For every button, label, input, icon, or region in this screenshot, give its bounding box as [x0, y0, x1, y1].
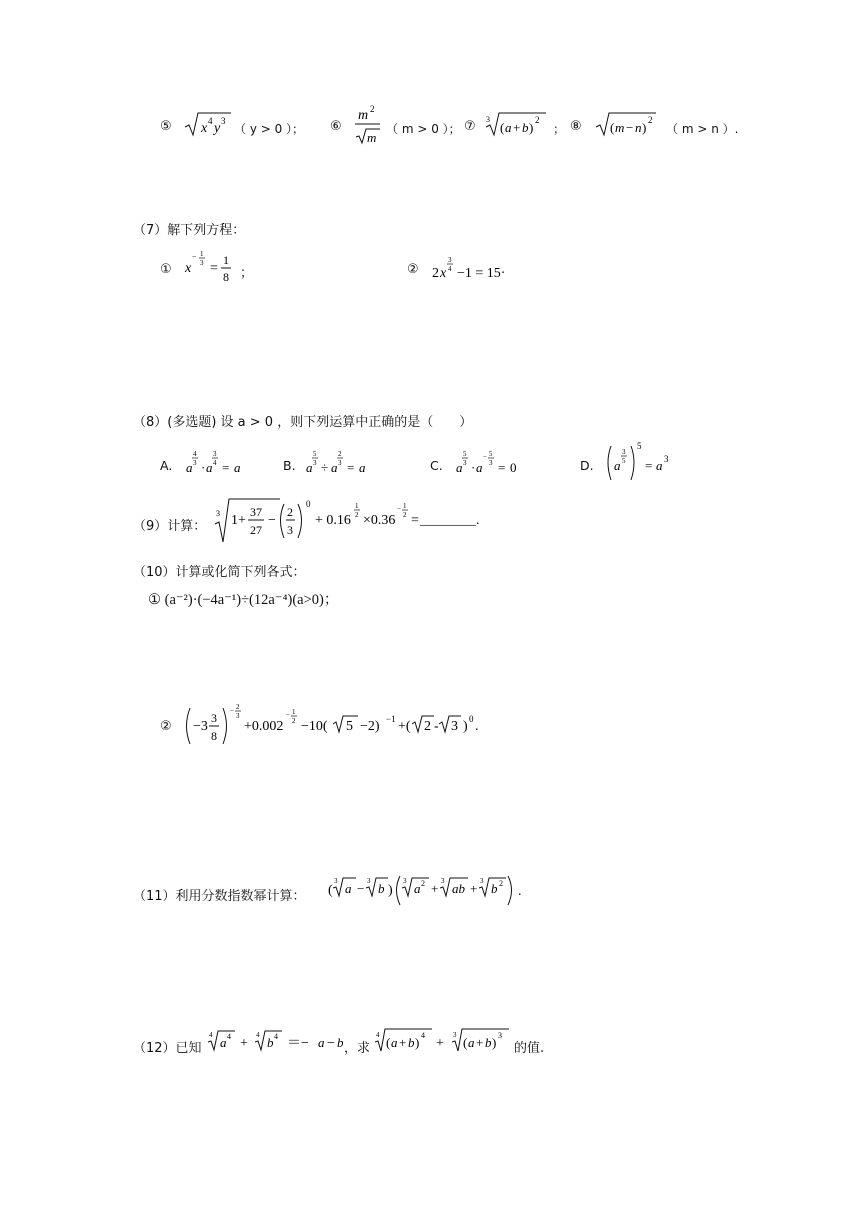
- svg-text:5: 5: [313, 450, 317, 458]
- svg-text:·: ·: [471, 460, 476, 475]
- svg-text:×0.36: ×0.36: [363, 513, 396, 528]
- q8-option-d-formula: [604, 440, 674, 484]
- svg-text:a: a: [318, 1035, 325, 1050]
- q10-title: （10）计算或化简下列各式：: [133, 565, 306, 580]
- q9-expression: [212, 496, 420, 546]
- svg-text:4: 4: [209, 1031, 213, 1039]
- svg-text:b: b: [267, 1035, 274, 1050]
- svg-text:3: 3: [498, 1031, 502, 1040]
- svg-text:−10(: −10(: [301, 719, 328, 734]
- svg-text:4: 4: [227, 1032, 231, 1041]
- svg-text:5: 5: [637, 441, 642, 451]
- svg-text:−3: −3: [193, 719, 208, 734]
- svg-text:5: 5: [346, 719, 353, 734]
- svg-text:−2): −2): [360, 719, 380, 734]
- svg-text:2: 2: [355, 511, 359, 519]
- formula-6: [353, 103, 383, 147]
- svg-text:0: 0: [306, 499, 311, 509]
- svg-text:b: b: [522, 120, 529, 135]
- svg-text:a: a: [656, 458, 663, 473]
- svg-text:3: 3: [622, 448, 626, 456]
- svg-text:(: (: [386, 1035, 391, 1050]
- svg-text:4: 4: [274, 1032, 278, 1041]
- q7-title: （7）解下列方程：: [133, 223, 246, 238]
- svg-text:−: −: [483, 453, 487, 461]
- svg-text:a: a: [345, 881, 352, 896]
- q8-option-a-formula: [184, 448, 254, 478]
- svg-text:3: 3: [448, 256, 452, 264]
- svg-text:1: 1: [403, 502, 407, 510]
- formula-7: [484, 110, 552, 138]
- q8-option-b-formula: [304, 448, 378, 478]
- svg-text:−: −: [230, 707, 234, 715]
- q9-answer-blank[interactable]: ________.: [420, 513, 480, 528]
- svg-text:a: a: [234, 460, 241, 475]
- svg-text:·: ·: [201, 460, 206, 475]
- svg-text:3: 3: [236, 712, 240, 720]
- q10-item-1: ① (a⁻²)·(−4a⁻¹)÷(12a⁻⁴)(a>0)；: [148, 592, 339, 608]
- formula-5: [183, 110, 233, 138]
- svg-text:＝−: ＝−: [287, 1036, 309, 1051]
- q8-option-b-label[interactable]: B.: [283, 458, 296, 473]
- svg-text:3: 3: [211, 711, 217, 725]
- svg-text:−: −: [357, 881, 365, 896]
- q12-tail: 的值.: [514, 1041, 545, 1056]
- q8-title: （8）(多选题) 设 a > 0 ，则下列运算中正确的是（ ）: [133, 415, 473, 430]
- svg-text:+(: +(: [398, 719, 411, 734]
- svg-text:2: 2: [292, 717, 296, 725]
- svg-text:m: m: [367, 130, 377, 145]
- svg-text:(: (: [610, 120, 615, 135]
- q11-expression: [328, 872, 518, 908]
- svg-text:4: 4: [193, 450, 197, 458]
- svg-text:): ): [529, 120, 534, 135]
- svg-text:+: +: [436, 1036, 444, 1051]
- svg-text:3: 3: [221, 116, 226, 126]
- svg-text:−: −: [268, 513, 276, 528]
- svg-text:3: 3: [213, 450, 217, 458]
- q7-equation-2: [430, 252, 512, 286]
- svg-text:8: 8: [223, 270, 229, 284]
- svg-text:27: 27: [250, 523, 262, 537]
- svg-text:5: 5: [622, 457, 626, 465]
- svg-text:3: 3: [480, 877, 484, 885]
- svg-text:+ 0.16: + 0.16: [315, 513, 351, 528]
- svg-text:a: a: [206, 460, 213, 475]
- svg-text:4: 4: [256, 1031, 260, 1039]
- svg-text:3: 3: [403, 877, 407, 885]
- svg-text:): ): [492, 1035, 497, 1050]
- svg-text:a: a: [359, 460, 366, 475]
- q8-option-c-label[interactable]: C.: [430, 458, 443, 473]
- svg-text:2: 2: [370, 104, 375, 114]
- svg-text:b: b: [378, 881, 385, 896]
- svg-text:3: 3: [463, 459, 467, 467]
- svg-text:1: 1: [223, 253, 229, 267]
- q7-equation-1: [183, 248, 239, 288]
- svg-text:n: n: [635, 120, 642, 135]
- svg-text:2: 2: [535, 115, 540, 125]
- svg-text:4: 4: [448, 265, 452, 273]
- item-5-condition: （ y > 0 ）；: [234, 122, 305, 136]
- q8-option-a-label[interactable]: A.: [160, 458, 173, 473]
- q12-condition-expression: [205, 1026, 357, 1056]
- svg-text:a: a: [306, 460, 313, 475]
- svg-text:3: 3: [367, 877, 371, 885]
- q12-mid: ，求: [344, 1041, 371, 1056]
- svg-text:y: y: [214, 121, 221, 136]
- svg-text:=: =: [498, 460, 506, 475]
- svg-text:3: 3: [441, 877, 445, 885]
- svg-text:3: 3: [486, 115, 490, 124]
- item-6-condition: （ m > 0 ）；: [386, 122, 461, 136]
- svg-text:−1: −1: [386, 714, 396, 724]
- svg-text:+: +: [431, 881, 439, 896]
- svg-text:=: =: [645, 458, 653, 473]
- svg-text:−: −: [286, 711, 290, 719]
- svg-text:a: a: [331, 460, 338, 475]
- svg-text:.: .: [475, 719, 479, 734]
- q8-option-c-formula: [454, 448, 528, 478]
- svg-text:+: +: [470, 881, 478, 896]
- svg-text:=: =: [347, 460, 355, 475]
- svg-text:÷: ÷: [321, 460, 329, 475]
- svg-text:3: 3: [193, 459, 197, 467]
- svg-text:3: 3: [664, 454, 669, 464]
- q10-item-2-expression: [182, 700, 482, 750]
- item-8-marker: ⑧: [570, 119, 582, 134]
- svg-text:x: x: [185, 261, 192, 276]
- q8-option-d-label[interactable]: D.: [580, 458, 594, 473]
- svg-text:−: −: [327, 1036, 335, 1051]
- item-7-tail: ；: [553, 122, 566, 136]
- svg-text:2: 2: [421, 879, 425, 888]
- svg-text:(: (: [328, 883, 333, 898]
- svg-text:3: 3: [200, 259, 204, 267]
- q12-label: （12）已知: [133, 1041, 202, 1056]
- svg-text:a: a: [476, 460, 483, 475]
- svg-text:3: 3: [338, 459, 342, 467]
- svg-text:2: 2: [499, 879, 503, 888]
- svg-text:2: 2: [432, 266, 439, 281]
- svg-text:a: a: [505, 120, 512, 135]
- svg-text:1: 1: [292, 708, 296, 716]
- svg-text:a: a: [468, 1035, 475, 1050]
- svg-text:0: 0: [469, 714, 474, 724]
- svg-text:a: a: [391, 1035, 398, 1050]
- formula-8: [594, 110, 660, 138]
- svg-text:2: 2: [424, 719, 431, 734]
- svg-text:a: a: [456, 460, 463, 475]
- svg-text:(: (: [500, 120, 505, 135]
- svg-text:3: 3: [216, 509, 220, 518]
- svg-text:3: 3: [451, 719, 458, 734]
- q7-item-1-marker: ①: [160, 262, 172, 277]
- svg-text:+: +: [513, 120, 521, 135]
- svg-text:−1 = 15·: −1 = 15·: [457, 266, 506, 281]
- svg-text:4: 4: [208, 116, 213, 126]
- svg-text:a: a: [186, 460, 193, 475]
- svg-text:2: 2: [648, 115, 653, 125]
- item-5-marker: ⑤: [160, 119, 172, 134]
- svg-text:5: 5: [489, 450, 493, 458]
- svg-text:5: 5: [463, 450, 467, 458]
- svg-text:2: 2: [287, 505, 293, 519]
- svg-text:2: 2: [403, 511, 407, 519]
- svg-text:=: =: [210, 261, 218, 276]
- svg-text:3: 3: [313, 459, 317, 467]
- svg-text:2: 2: [338, 450, 342, 458]
- q7-item-1-tail: ；: [240, 266, 254, 281]
- svg-text:0: 0: [510, 460, 517, 475]
- svg-text:-: -: [434, 719, 439, 734]
- svg-text:=: =: [411, 513, 419, 528]
- q10-item-2-marker: ②: [160, 719, 172, 734]
- svg-text:b: b: [408, 1035, 415, 1050]
- q7-item-2-marker: ②: [407, 262, 419, 277]
- svg-text:1: 1: [200, 250, 204, 258]
- svg-text:−: −: [626, 120, 634, 135]
- svg-text:1: 1: [355, 502, 359, 510]
- q11-tail: .: [518, 884, 522, 899]
- svg-text:(: (: [463, 1035, 468, 1050]
- svg-text:): ): [463, 719, 468, 734]
- item-7-marker: ⑦: [464, 119, 476, 134]
- svg-text:4: 4: [213, 459, 217, 467]
- svg-text:b: b: [337, 1035, 344, 1050]
- q12-target-expression: [372, 1024, 522, 1058]
- svg-text:3: 3: [489, 459, 493, 467]
- svg-text:3: 3: [287, 523, 293, 537]
- svg-text:a: a: [220, 1035, 227, 1050]
- q9-label: （9）计算：: [133, 519, 207, 534]
- svg-text:x: x: [440, 266, 447, 281]
- svg-text:2: 2: [236, 703, 240, 711]
- svg-text:3: 3: [334, 877, 338, 885]
- svg-text:1+: 1+: [231, 513, 246, 528]
- svg-text:+: +: [476, 1035, 484, 1050]
- svg-text:37: 37: [250, 505, 262, 519]
- svg-text:+: +: [399, 1035, 407, 1050]
- svg-text:4: 4: [376, 1031, 380, 1039]
- svg-text:x: x: [201, 121, 208, 136]
- svg-text:8: 8: [211, 729, 217, 743]
- svg-text:): ): [642, 120, 647, 135]
- item-8-condition: （ m > n ）.: [666, 122, 739, 136]
- svg-text:a: a: [614, 458, 621, 473]
- svg-text:−: −: [192, 252, 197, 261]
- svg-text:+: +: [240, 1036, 248, 1051]
- svg-text:ab: ab: [452, 881, 465, 896]
- svg-text:): ): [388, 883, 393, 898]
- svg-text:−: −: [397, 505, 401, 513]
- item-6-marker: ⑥: [330, 119, 342, 134]
- q11-label: （11）利用分数指数幂计算：: [133, 889, 306, 904]
- svg-text:): ): [415, 1035, 420, 1050]
- svg-text:+0.002: +0.002: [244, 719, 284, 734]
- svg-text:m: m: [358, 108, 369, 123]
- svg-text:b: b: [491, 881, 498, 896]
- svg-text:a: a: [414, 881, 421, 896]
- svg-text:=: =: [222, 460, 230, 475]
- svg-text:4: 4: [421, 1031, 425, 1040]
- svg-text:b: b: [485, 1035, 492, 1050]
- svg-text:3: 3: [453, 1031, 457, 1039]
- svg-text:m: m: [615, 120, 625, 135]
